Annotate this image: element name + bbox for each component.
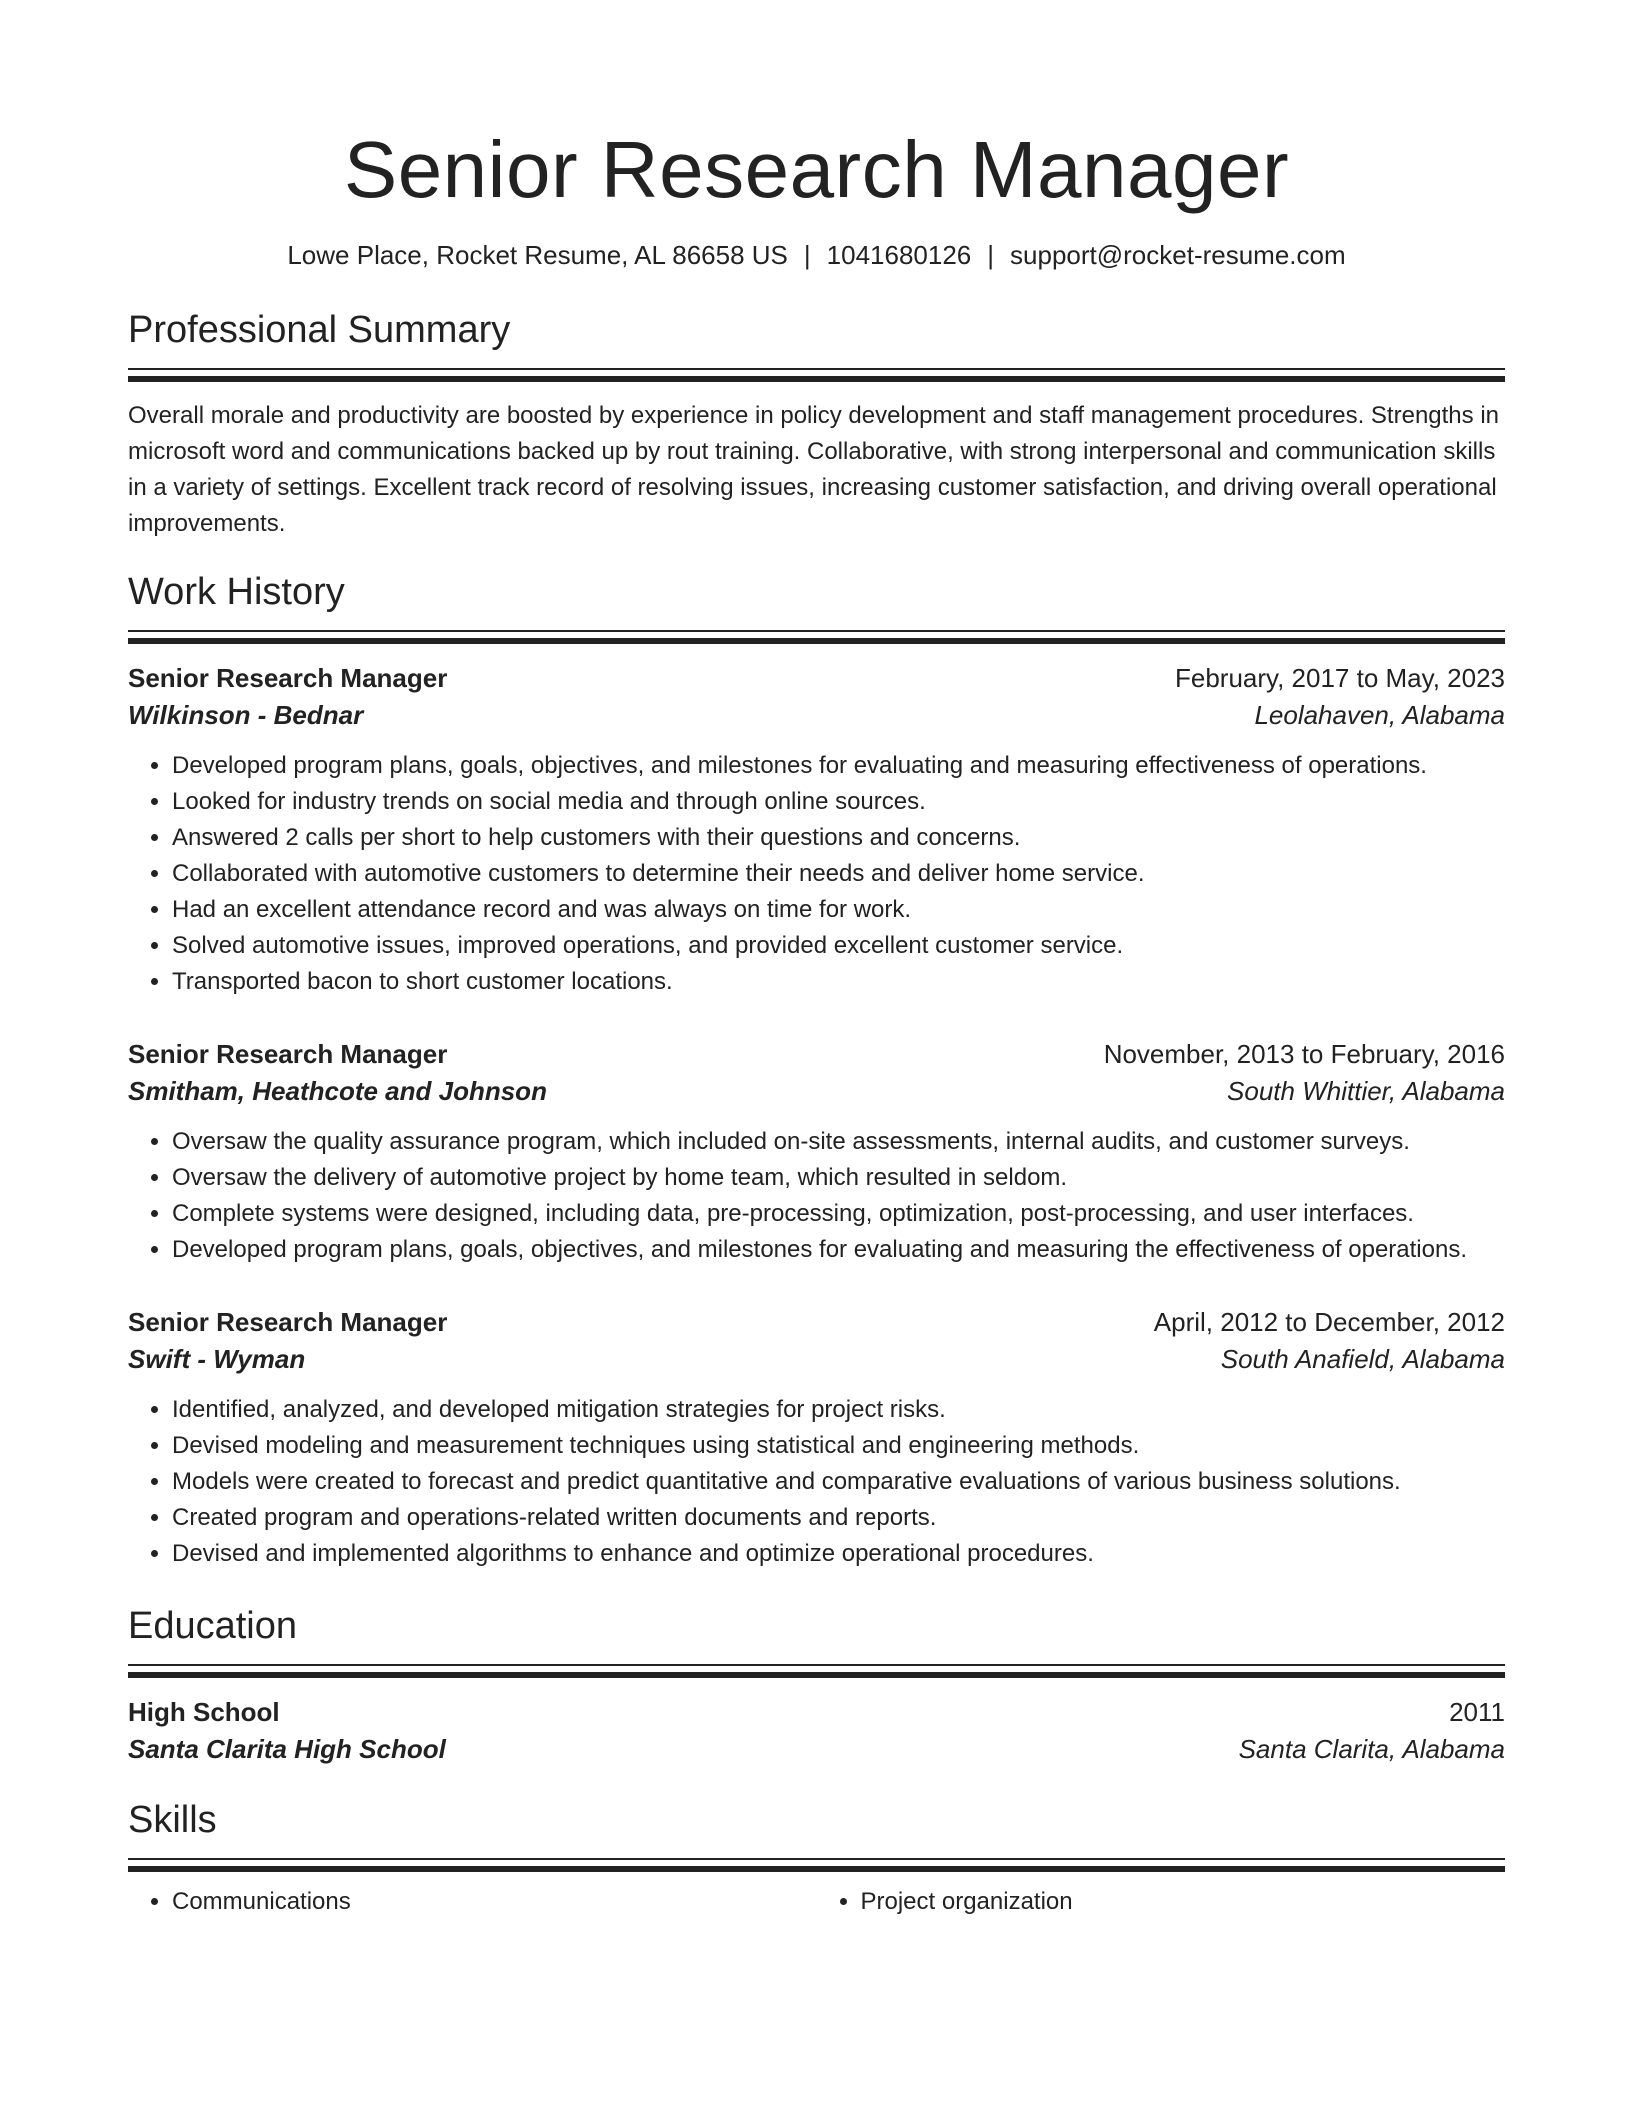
section-divider bbox=[128, 1858, 1505, 1872]
job-bullets bbox=[128, 1124, 1505, 1268]
job-bullet: • Devised and implemented algorithms to enhance and optimize operational procedures. bbox=[172, 1536, 1505, 1572]
section-divider bbox=[128, 368, 1505, 382]
contact-separator: | bbox=[803, 240, 811, 270]
job-entry bbox=[128, 1304, 1505, 1572]
contact-phone: 1041680126 bbox=[826, 240, 972, 270]
section-divider bbox=[128, 630, 1505, 644]
job-title: Senior Research Manager bbox=[128, 1307, 448, 1337]
contact-separator: | bbox=[987, 240, 995, 270]
job-bullet: • Identified, analyzed, and developed mitigation strategies for project risks. bbox=[172, 1392, 1505, 1428]
job-dates: April, 2012 to December, 2012 bbox=[1153, 1307, 1505, 1337]
skill-item: • Project organization bbox=[861, 1884, 1506, 1920]
job-location: South Whittier, Alabama bbox=[1227, 1076, 1505, 1106]
skills-list bbox=[128, 1884, 1505, 1920]
work-history-heading: Work History bbox=[128, 571, 345, 613]
education-entry bbox=[128, 1694, 1505, 1768]
job-bullets bbox=[128, 748, 1505, 1000]
resume-name: Senior Research Manager bbox=[343, 125, 1290, 214]
job-bullet: • Oversaw the delivery of automotive project by home team, which resulted in seldom. bbox=[172, 1160, 1505, 1196]
skill-item: • Communications bbox=[172, 1884, 817, 1920]
education-year: 2011 bbox=[1449, 1697, 1505, 1727]
contact-email: support@rocket-resume.com bbox=[1010, 240, 1346, 270]
contact-line bbox=[128, 238, 1505, 272]
job-bullet: • Had an excellent attendance record and was always on time for work. bbox=[172, 892, 1505, 928]
education-location: Santa Clarita, Alabama bbox=[1238, 1734, 1505, 1764]
job-bullet: • Developed program plans, goals, objectives, and milestones for evaluating and measuring the effectiveness of operations. bbox=[172, 1232, 1505, 1268]
job-entry bbox=[128, 1036, 1505, 1268]
job-location: South Anafield, Alabama bbox=[1220, 1344, 1505, 1374]
summary-text: Overall morale and productivity are boosted by experience in policy development and staff management procedures. Strengths in microsoft word and communications backed up by rout training. Collaborative, with strong interpersonal and communication skills in a variety of settings. Excellent track record of resolving issues, increasing customer satisfaction, and driving overall operational improvements. bbox=[128, 402, 1499, 537]
job-company: Smitham, Heathcote and Johnson bbox=[128, 1076, 547, 1106]
job-bullets bbox=[128, 1392, 1505, 1572]
job-bullet: • Looked for industry trends on social media and through online sources. bbox=[172, 784, 1505, 820]
job-bullet: • Complete systems were designed, including data, pre-processing, optimization, post-processing, and user interfaces. bbox=[172, 1196, 1505, 1232]
section-divider bbox=[128, 1664, 1505, 1678]
resume-page bbox=[128, 0, 1505, 1920]
job-bullet: • Models were created to forecast and predict quantitative and comparative evaluations of various business solutions. bbox=[172, 1464, 1505, 1500]
education-degree: High School bbox=[128, 1697, 280, 1727]
job-bullet: • Transported bacon to short customer locations. bbox=[172, 964, 1505, 1000]
job-bullet: • Created program and operations-related written documents and reports. bbox=[172, 1500, 1505, 1536]
job-company: Wilkinson - Bednar bbox=[128, 700, 364, 730]
job-company: Swift - Wyman bbox=[128, 1344, 306, 1374]
skills-column-left bbox=[128, 1884, 817, 1920]
education-heading: Education bbox=[128, 1605, 298, 1647]
summary-heading: Professional Summary bbox=[128, 309, 511, 351]
job-location: Leolahaven, Alabama bbox=[1254, 700, 1505, 730]
job-bullet: • Devised modeling and measurement techniques using statistical and engineering methods. bbox=[172, 1428, 1505, 1464]
job-title: Senior Research Manager bbox=[128, 1039, 448, 1069]
job-bullet: • Oversaw the quality assurance program, which included on-site assessments, internal audits, and customer surveys. bbox=[172, 1124, 1505, 1160]
job-bullet: • Collaborated with automotive customers to determine their needs and deliver home service. bbox=[172, 856, 1505, 892]
skills-column-right bbox=[817, 1884, 1506, 1920]
job-bullet: • Solved automotive issues, improved operations, and provided excellent customer service. bbox=[172, 928, 1505, 964]
job-bullet: • Answered 2 calls per short to help customers with their questions and concerns. bbox=[172, 820, 1505, 856]
skills-heading: Skills bbox=[128, 1799, 217, 1841]
job-title: Senior Research Manager bbox=[128, 663, 448, 693]
contact-address: Lowe Place, Rocket Resume, AL 86658 US bbox=[287, 240, 788, 270]
job-entry bbox=[128, 660, 1505, 1000]
education-school: Santa Clarita High School bbox=[128, 1734, 446, 1764]
job-dates: February, 2017 to May, 2023 bbox=[1174, 663, 1505, 693]
job-dates: November, 2013 to February, 2016 bbox=[1103, 1039, 1505, 1069]
job-bullet: • Developed program plans, goals, objectives, and milestones for evaluating and measuring effectiveness of operations. bbox=[172, 748, 1505, 784]
